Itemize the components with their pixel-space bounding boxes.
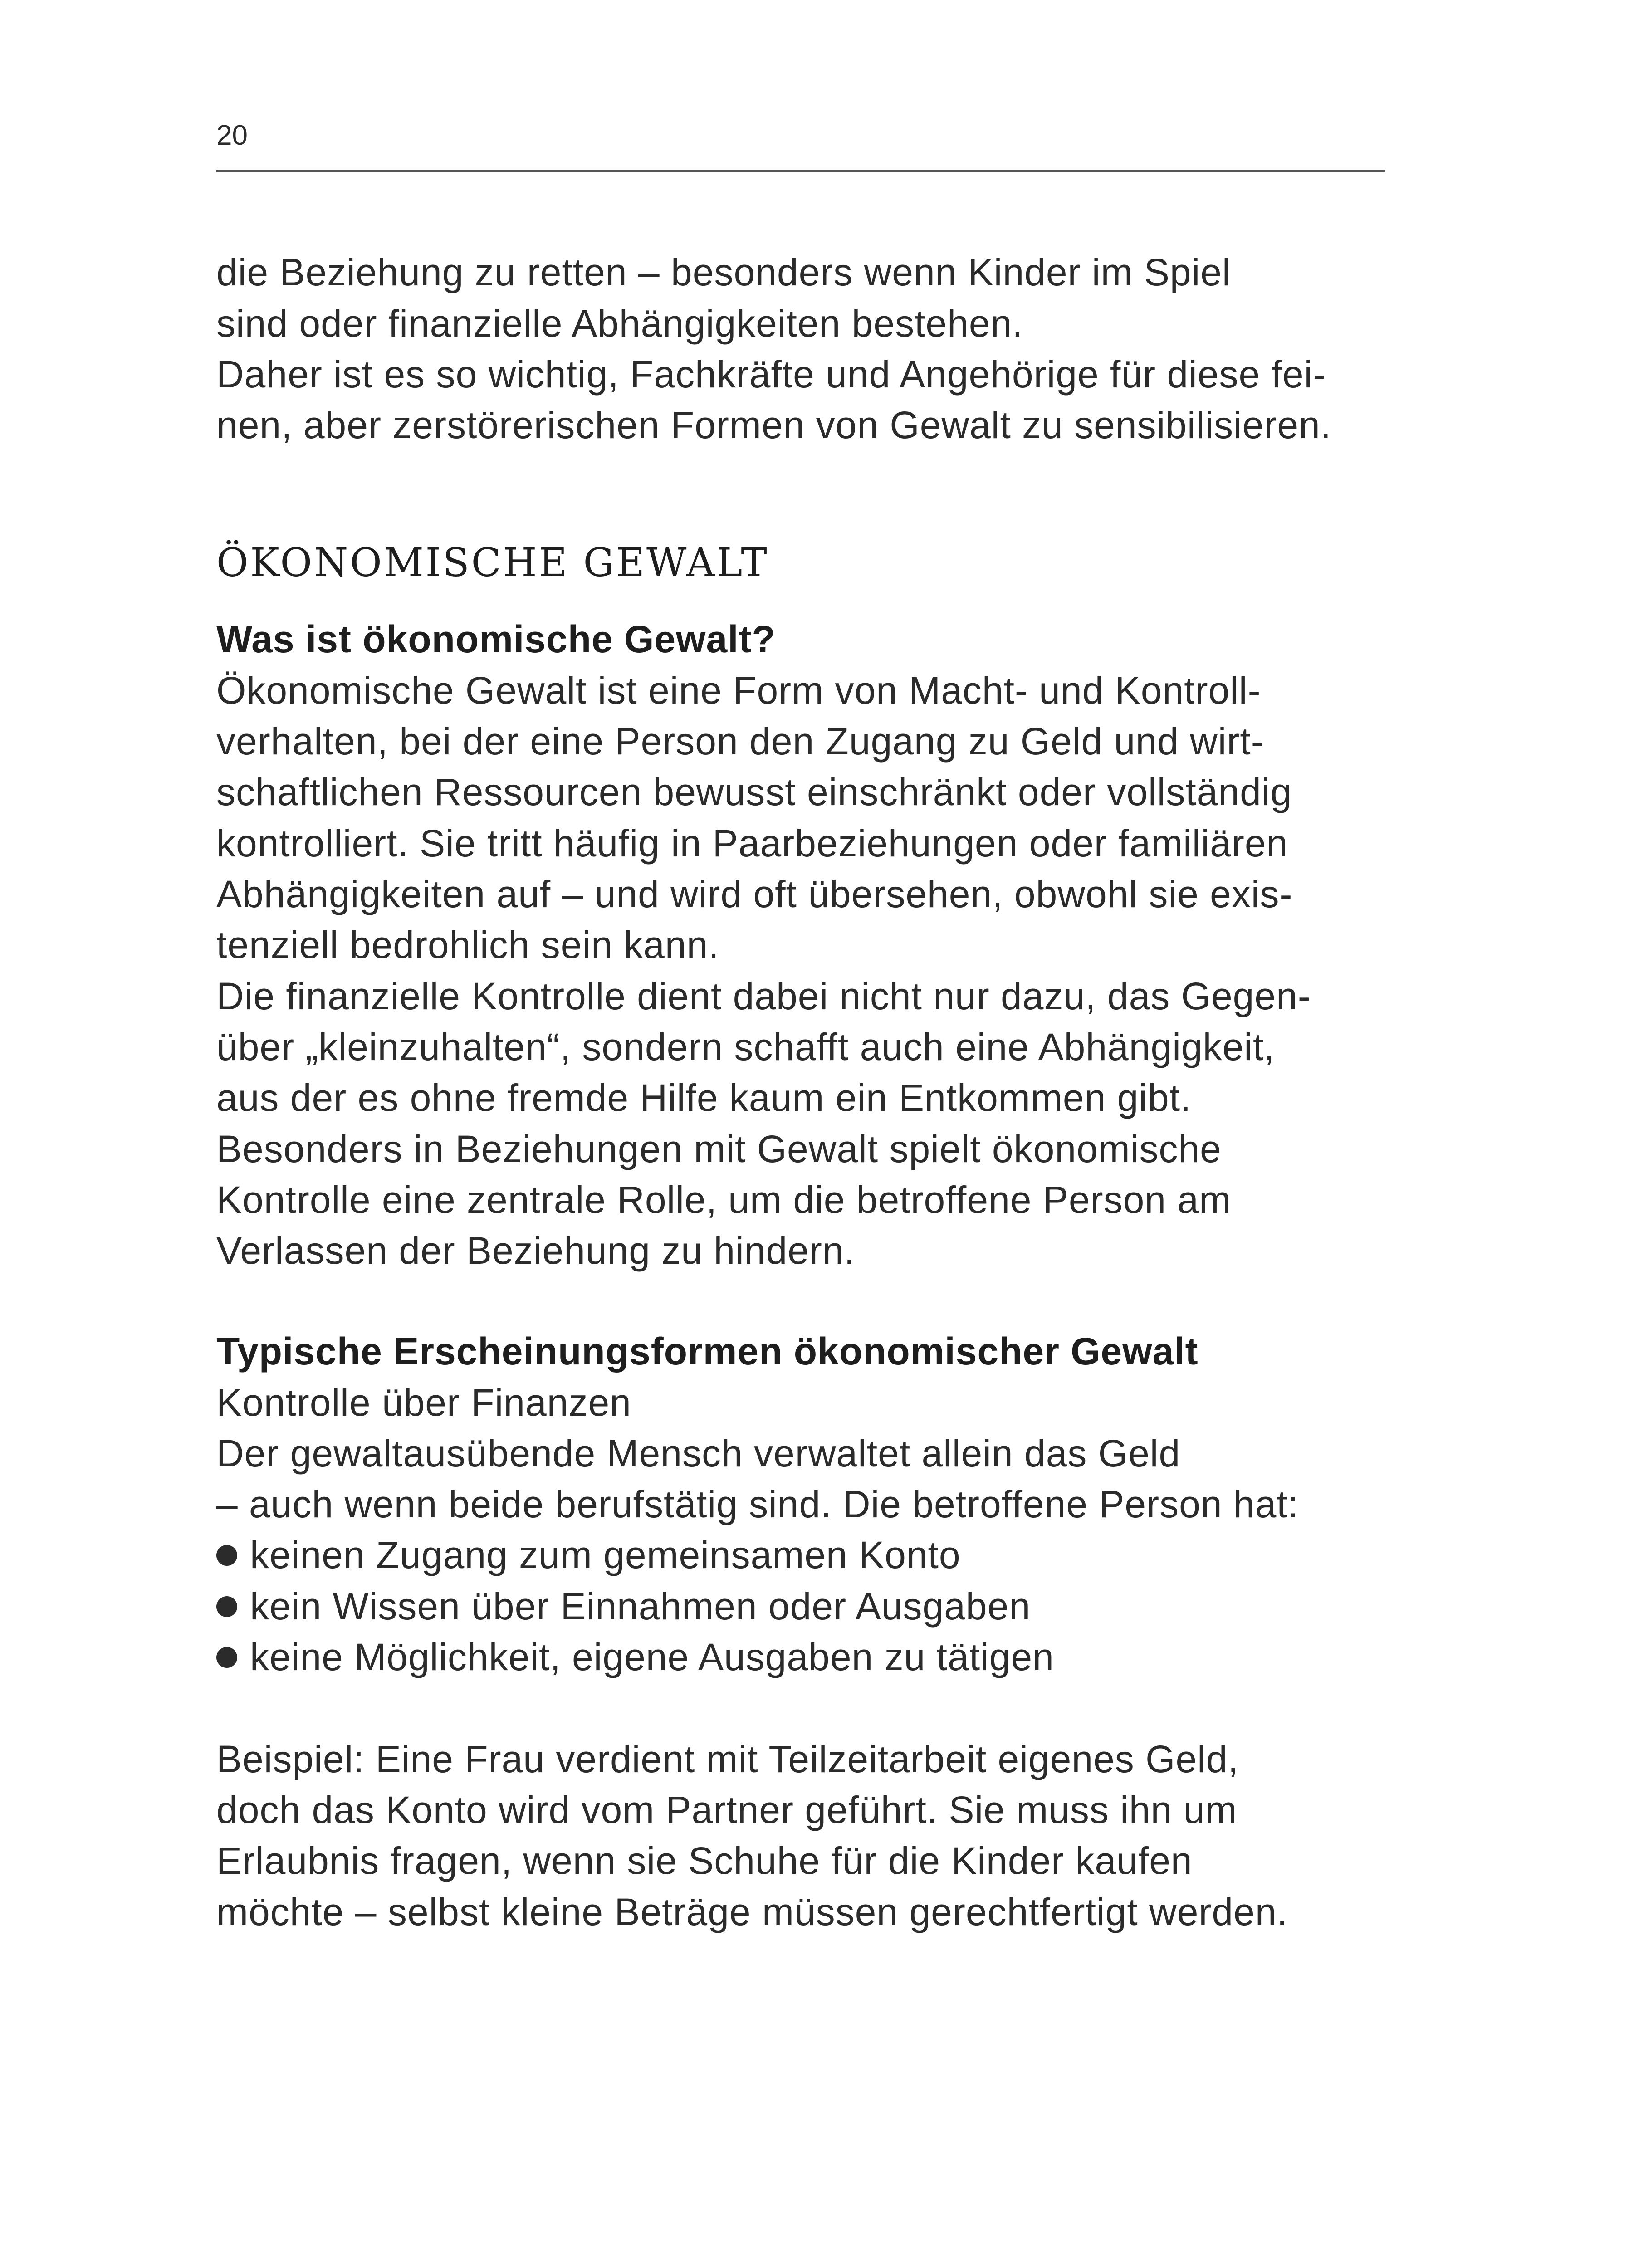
subheading-what-is: Was ist ökonomische Gewalt? [216, 618, 776, 660]
example-line: doch das Konto wird vom Partner geführt. Sie muss ihn um [216, 1789, 1238, 1831]
list-item [216, 1585, 1031, 1628]
body-line: über „kleinzuhalten“, sondern schafft auch eine Abhängigkeit, [216, 1026, 1275, 1068]
body-line: schaftlichen Ressourcen bewusst einschränkt oder vollständig [216, 771, 1292, 813]
body-line: Verlassen der Beziehung zu hindern. [216, 1229, 855, 1272]
body-line: – auch wenn beide berufstätig sind. Die betroffene Person hat: [216, 1483, 1299, 1525]
intro-line: nen, aber zerstörerischen Formen von Gewalt zu sensibilisieren. [216, 404, 1332, 446]
list-item-text: keinen Zugang zum gemeinsamen Konto [250, 1534, 961, 1576]
subsubheading-finance-control: Kontrolle über Finanzen [216, 1381, 631, 1424]
body-line: Besonders in Beziehungen mit Gewalt spielt ökonomische [216, 1128, 1222, 1170]
bullet-icon [216, 1596, 237, 1617]
body-line: Die finanzielle Kontrolle dient dabei nicht nur dazu, das Gegen- [216, 975, 1311, 1017]
example-line: Erlaubnis fragen, wenn sie Schuhe für die Kinder kaufen [216, 1839, 1193, 1882]
header-divider [216, 170, 1385, 172]
bullet-icon [216, 1545, 237, 1566]
section-heading: ÖKONOMISCHE GEWALT [216, 540, 769, 586]
example-line: Beispiel: Eine Frau verdient mit Teilzeitarbeit eigenes Geld, [216, 1738, 1239, 1780]
bullet-icon [216, 1647, 237, 1668]
body-line: Der gewaltausübende Mensch verwaltet allein das Geld [216, 1432, 1181, 1475]
body-line: tenziell bedrohlich sein kann. [216, 924, 719, 966]
subheading-forms: Typische Erscheinungsformen ökonomischer Gewalt [216, 1330, 1199, 1373]
intro-line: sind oder finanzielle Abhängigkeiten bestehen. [216, 302, 1023, 345]
list-item [216, 1638, 1054, 1676]
body-line: kontrolliert. Sie tritt häufig in Paarbeziehungen oder familiären [216, 822, 1288, 865]
body-line: aus der es ohne fremde Hilfe kaum ein Entkommen gibt. [216, 1076, 1192, 1119]
list-item-text: keine Möglichkeit, eigene Ausgaben zu tätigen [250, 1636, 1054, 1678]
list-item [216, 1536, 961, 1574]
body-line: Ökonomische Gewalt ist eine Form von Macht- und Kontroll- [216, 669, 1261, 712]
list-item-text: kein Wissen über Einnahmen oder Ausgaben [250, 1585, 1031, 1628]
body-line: Abhängigkeiten auf – und wird oft übersehen, obwohl sie exis- [216, 873, 1293, 915]
example-line: möchte – selbst kleine Beträge müssen gerechtfertigt werden. [216, 1891, 1288, 1933]
intro-line: die Beziehung zu retten – besonders wenn Kinder im Spiel [216, 251, 1231, 293]
body-line: Kontrolle eine zentrale Rolle, um die betroffene Person am [216, 1178, 1232, 1221]
intro-line: Daher ist es so wichtig, Fachkräfte und Angehörige für diese fei- [216, 353, 1326, 396]
page-number: 20 [216, 120, 248, 151]
body-line: verhalten, bei der eine Person den Zugang zu Geld und wirt- [216, 720, 1264, 763]
